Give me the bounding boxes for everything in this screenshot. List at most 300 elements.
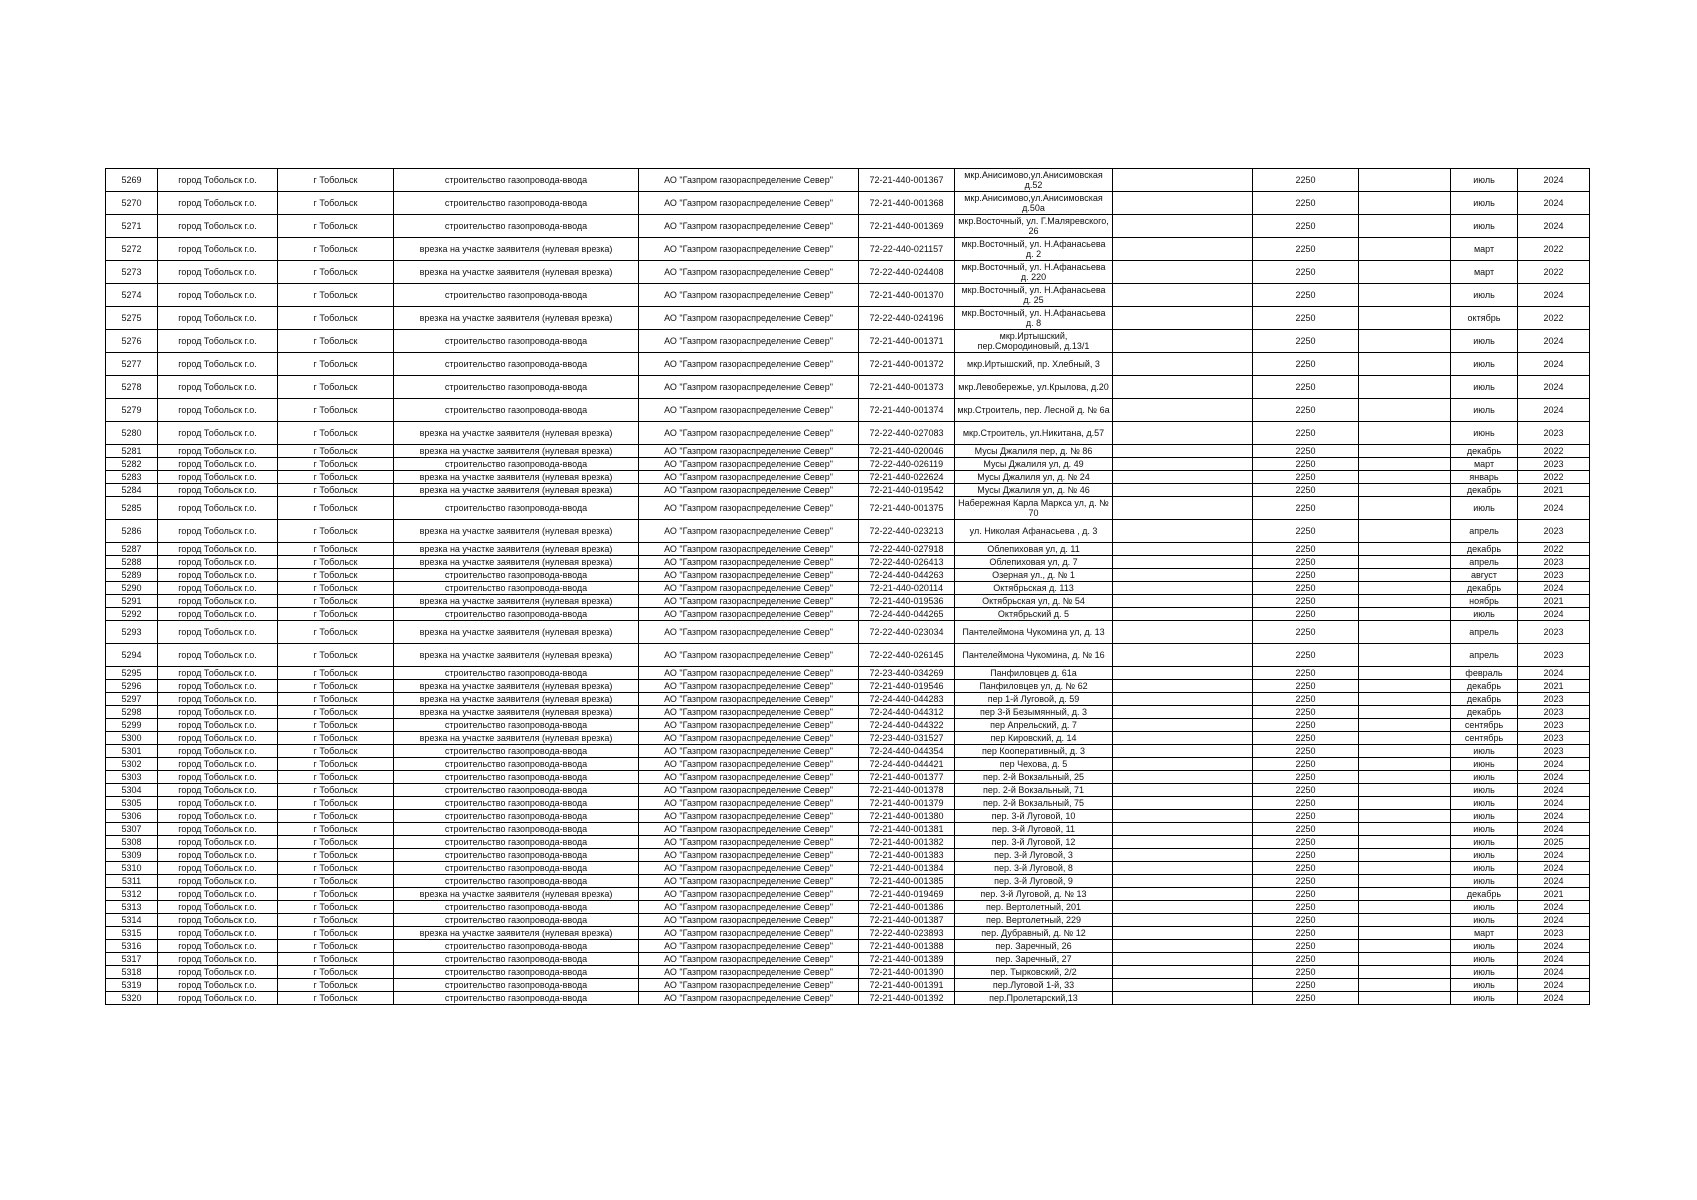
year-cell: 2022 xyxy=(1518,543,1590,556)
year-cell: 2023 xyxy=(1518,621,1590,644)
work-type-cell: строительство газопровода-ввода xyxy=(394,169,639,192)
municipality-cell: город Тобольск г.о. xyxy=(158,979,278,992)
table-row xyxy=(106,771,1590,784)
city-cell: г Тобольск xyxy=(278,445,394,458)
organization-cell: АО "Газпром газораспределение Север" xyxy=(639,215,859,238)
address-cell: Облепиховая ул, д. 11 xyxy=(955,543,1113,556)
empty-cell xyxy=(1359,823,1451,836)
organization-cell: АО "Газпром газораспределение Север" xyxy=(639,353,859,376)
empty-cell xyxy=(1359,520,1451,543)
code-cell: 72-22-440-026413 xyxy=(859,556,955,569)
work-type-cell: строительство газопровода-ввода xyxy=(394,862,639,875)
code-cell: 72-23-440-031527 xyxy=(859,732,955,745)
month-cell: декабрь xyxy=(1451,543,1518,556)
organization-cell: АО "Газпром газораспределение Север" xyxy=(639,192,859,215)
municipality-cell: город Тобольск г.о. xyxy=(158,330,278,353)
table-row xyxy=(106,706,1590,719)
city-cell: г Тобольск xyxy=(278,307,394,330)
work-type-cell: строительство газопровода-ввода xyxy=(394,836,639,849)
city-cell: г Тобольск xyxy=(278,582,394,595)
year-cell: 2023 xyxy=(1518,745,1590,758)
year-cell: 2023 xyxy=(1518,422,1590,445)
address-cell: пер. 3-й Луговой, 12 xyxy=(955,836,1113,849)
amount-cell: 2250 xyxy=(1253,693,1359,706)
organization-cell: АО "Газпром газораспределение Север" xyxy=(639,953,859,966)
empty-cell xyxy=(1359,680,1451,693)
address-cell: пер Кировский, д. 14 xyxy=(955,732,1113,745)
organization-cell: АО "Газпром газораспределение Север" xyxy=(639,862,859,875)
organization-cell: АО "Газпром газораспределение Север" xyxy=(639,810,859,823)
city-cell: г Тобольск xyxy=(278,953,394,966)
table-row xyxy=(106,621,1590,644)
address-cell: мкр.Восточный, ул. Н.Афанасьева д. 25 xyxy=(955,284,1113,307)
address-cell: пер. Заречный, 27 xyxy=(955,953,1113,966)
organization-cell: АО "Газпром газораспределение Север" xyxy=(639,823,859,836)
code-cell: 72-23-440-034269 xyxy=(859,667,955,680)
municipality-cell: город Тобольск г.о. xyxy=(158,520,278,543)
amount-cell: 2250 xyxy=(1253,797,1359,810)
month-cell: июль xyxy=(1451,215,1518,238)
table-row xyxy=(106,556,1590,569)
municipality-cell: город Тобольск г.о. xyxy=(158,399,278,422)
code-cell: 72-21-440-001389 xyxy=(859,953,955,966)
code-cell: 72-21-440-001375 xyxy=(859,497,955,520)
year-cell: 2024 xyxy=(1518,953,1590,966)
amount-cell: 2250 xyxy=(1253,862,1359,875)
empty-cell xyxy=(1113,979,1253,992)
work-type-cell: врезка на участке заявителя (нулевая врезка) xyxy=(394,732,639,745)
amount-cell: 2250 xyxy=(1253,608,1359,621)
address-cell: пер. 3-й Луговой, 8 xyxy=(955,862,1113,875)
address-cell: Панфиловцев ул, д. № 62 xyxy=(955,680,1113,693)
address-cell: Мусы Джалиля ул, д. 49 xyxy=(955,458,1113,471)
code-cell: 72-21-440-001391 xyxy=(859,979,955,992)
year-cell: 2023 xyxy=(1518,644,1590,667)
row-number-cell: 5315 xyxy=(106,927,158,940)
row-number-cell: 5305 xyxy=(106,797,158,810)
address-cell: пер. 3-й Луговой, д. № 13 xyxy=(955,888,1113,901)
table-row xyxy=(106,888,1590,901)
empty-cell xyxy=(1113,914,1253,927)
organization-cell: АО "Газпром газораспределение Север" xyxy=(639,758,859,771)
organization-cell: АО "Газпром газораспределение Север" xyxy=(639,169,859,192)
work-type-cell: строительство газопровода-ввода xyxy=(394,667,639,680)
year-cell: 2024 xyxy=(1518,849,1590,862)
code-cell: 72-21-440-001381 xyxy=(859,823,955,836)
organization-cell: АО "Газпром газораспределение Север" xyxy=(639,914,859,927)
gas-connection-table xyxy=(105,168,1590,1005)
municipality-cell: город Тобольск г.о. xyxy=(158,169,278,192)
city-cell: г Тобольск xyxy=(278,849,394,862)
organization-cell: АО "Газпром газораспределение Север" xyxy=(639,330,859,353)
row-number-cell: 5278 xyxy=(106,376,158,399)
amount-cell: 2250 xyxy=(1253,169,1359,192)
city-cell: г Тобольск xyxy=(278,458,394,471)
address-cell: мкр.Иртышский, пр. Хлебный, 3 xyxy=(955,353,1113,376)
amount-cell: 2250 xyxy=(1253,810,1359,823)
code-cell: 72-24-440-044263 xyxy=(859,569,955,582)
municipality-cell: город Тобольск г.о. xyxy=(158,192,278,215)
empty-cell xyxy=(1113,745,1253,758)
empty-cell xyxy=(1113,953,1253,966)
row-number-cell: 5277 xyxy=(106,353,158,376)
work-type-cell: врезка на участке заявителя (нулевая врезка) xyxy=(394,543,639,556)
address-cell: мкр.Восточный, ул. Г.Малярeвского, 26 xyxy=(955,215,1113,238)
year-cell: 2024 xyxy=(1518,810,1590,823)
empty-cell xyxy=(1359,810,1451,823)
amount-cell: 2250 xyxy=(1253,569,1359,582)
month-cell: декабрь xyxy=(1451,693,1518,706)
empty-cell xyxy=(1359,644,1451,667)
row-number-cell: 5281 xyxy=(106,445,158,458)
code-cell: 72-21-440-001387 xyxy=(859,914,955,927)
row-number-cell: 5288 xyxy=(106,556,158,569)
empty-cell xyxy=(1359,484,1451,497)
code-cell: 72-21-440-001370 xyxy=(859,284,955,307)
work-type-cell: строительство газопровода-ввода xyxy=(394,458,639,471)
amount-cell: 2250 xyxy=(1253,875,1359,888)
month-cell: январь xyxy=(1451,471,1518,484)
empty-cell xyxy=(1359,215,1451,238)
address-cell: Мусы Джалиля пер, д. № 86 xyxy=(955,445,1113,458)
city-cell: г Тобольск xyxy=(278,595,394,608)
amount-cell: 2250 xyxy=(1253,582,1359,595)
empty-cell xyxy=(1113,836,1253,849)
organization-cell: АО "Газпром газораспределение Север" xyxy=(639,875,859,888)
organization-cell: АО "Газпром газораспределение Север" xyxy=(639,238,859,261)
row-number-cell: 5285 xyxy=(106,497,158,520)
work-type-cell: строительство газопровода-ввода xyxy=(394,901,639,914)
municipality-cell: город Тобольск г.о. xyxy=(158,284,278,307)
code-cell: 72-21-440-001392 xyxy=(859,992,955,1005)
year-cell: 2024 xyxy=(1518,608,1590,621)
municipality-cell: город Тобольск г.о. xyxy=(158,353,278,376)
code-cell: 72-22-440-023034 xyxy=(859,621,955,644)
municipality-cell: город Тобольск г.о. xyxy=(158,797,278,810)
address-cell: мкр.Анисимово,ул.Анисимовская д.52 xyxy=(955,169,1113,192)
work-type-cell: строительство газопровода-ввода xyxy=(394,979,639,992)
amount-cell: 2250 xyxy=(1253,771,1359,784)
month-cell: июль xyxy=(1451,849,1518,862)
year-cell: 2023 xyxy=(1518,732,1590,745)
organization-cell: АО "Газпром газораспределение Север" xyxy=(639,966,859,979)
code-cell: 72-21-440-019546 xyxy=(859,680,955,693)
municipality-cell: город Тобольск г.о. xyxy=(158,875,278,888)
address-cell: пер Кооперативный, д. 3 xyxy=(955,745,1113,758)
table-row xyxy=(106,693,1590,706)
row-number-cell: 5301 xyxy=(106,745,158,758)
month-cell: июль xyxy=(1451,399,1518,422)
table-row xyxy=(106,238,1590,261)
city-cell: г Тобольск xyxy=(278,693,394,706)
address-cell: ул. Николая Афанасьева , д. 3 xyxy=(955,520,1113,543)
amount-cell: 2250 xyxy=(1253,953,1359,966)
code-cell: 72-21-440-001388 xyxy=(859,940,955,953)
address-cell: мкр.Восточный, ул. Н.Афанасьева д. 8 xyxy=(955,307,1113,330)
city-cell: г Тобольск xyxy=(278,621,394,644)
table-row xyxy=(106,719,1590,732)
month-cell: декабрь xyxy=(1451,680,1518,693)
month-cell: апрель xyxy=(1451,520,1518,543)
amount-cell: 2250 xyxy=(1253,307,1359,330)
address-cell: пер. Заречный, 26 xyxy=(955,940,1113,953)
municipality-cell: город Тобольск г.о. xyxy=(158,849,278,862)
code-cell: 72-21-440-001377 xyxy=(859,771,955,784)
empty-cell xyxy=(1359,621,1451,644)
city-cell: г Тобольск xyxy=(278,261,394,284)
work-type-cell: врезка на участке заявителя (нулевая врезка) xyxy=(394,422,639,445)
year-cell: 2024 xyxy=(1518,284,1590,307)
code-cell: 72-21-440-019536 xyxy=(859,595,955,608)
row-number-cell: 5313 xyxy=(106,901,158,914)
empty-cell xyxy=(1359,353,1451,376)
table-row xyxy=(106,797,1590,810)
month-cell: август xyxy=(1451,569,1518,582)
organization-cell: АО "Газпром газораспределение Север" xyxy=(639,797,859,810)
amount-cell: 2250 xyxy=(1253,556,1359,569)
organization-cell: АО "Газпром газораспределение Север" xyxy=(639,543,859,556)
code-cell: 72-24-440-044312 xyxy=(859,706,955,719)
empty-cell xyxy=(1359,582,1451,595)
city-cell: г Тобольск xyxy=(278,215,394,238)
code-cell: 72-22-440-023213 xyxy=(859,520,955,543)
row-number-cell: 5273 xyxy=(106,261,158,284)
row-number-cell: 5286 xyxy=(106,520,158,543)
row-number-cell: 5270 xyxy=(106,192,158,215)
amount-cell: 2250 xyxy=(1253,992,1359,1005)
code-cell: 72-24-440-044354 xyxy=(859,745,955,758)
organization-cell: АО "Газпром газораспределение Север" xyxy=(639,940,859,953)
address-cell: Мусы Джалиля ул, д. № 24 xyxy=(955,471,1113,484)
work-type-cell: строительство газопровода-ввода xyxy=(394,875,639,888)
table-row xyxy=(106,353,1590,376)
empty-cell xyxy=(1359,376,1451,399)
year-cell: 2023 xyxy=(1518,556,1590,569)
table-row xyxy=(106,758,1590,771)
city-cell: г Тобольск xyxy=(278,836,394,849)
work-type-cell: строительство газопровода-ввода xyxy=(394,953,639,966)
code-cell: 72-21-440-001372 xyxy=(859,353,955,376)
municipality-cell: город Тобольск г.о. xyxy=(158,422,278,445)
row-number-cell: 5287 xyxy=(106,543,158,556)
municipality-cell: город Тобольск г.о. xyxy=(158,569,278,582)
amount-cell: 2250 xyxy=(1253,966,1359,979)
work-type-cell: строительство газопровода-ввода xyxy=(394,608,639,621)
empty-cell xyxy=(1113,192,1253,215)
month-cell: июль xyxy=(1451,497,1518,520)
address-cell: Облепиховая ул, д. 7 xyxy=(955,556,1113,569)
city-cell: г Тобольск xyxy=(278,901,394,914)
row-number-cell: 5317 xyxy=(106,953,158,966)
organization-cell: АО "Газпром газораспределение Север" xyxy=(639,901,859,914)
work-type-cell: строительство газопровода-ввода xyxy=(394,497,639,520)
code-cell: 72-21-440-001374 xyxy=(859,399,955,422)
city-cell: г Тобольск xyxy=(278,992,394,1005)
amount-cell: 2250 xyxy=(1253,353,1359,376)
row-number-cell: 5282 xyxy=(106,458,158,471)
empty-cell xyxy=(1113,784,1253,797)
table-row xyxy=(106,261,1590,284)
empty-cell xyxy=(1359,914,1451,927)
year-cell: 2024 xyxy=(1518,875,1590,888)
empty-cell xyxy=(1359,745,1451,758)
empty-cell xyxy=(1113,399,1253,422)
empty-cell xyxy=(1359,875,1451,888)
work-type-cell: врезка на участке заявителя (нулевая врезка) xyxy=(394,706,639,719)
amount-cell: 2250 xyxy=(1253,484,1359,497)
work-type-cell: врезка на участке заявителя (нулевая врезка) xyxy=(394,621,639,644)
row-number-cell: 5296 xyxy=(106,680,158,693)
municipality-cell: город Тобольск г.о. xyxy=(158,215,278,238)
empty-cell xyxy=(1359,888,1451,901)
row-number-cell: 5306 xyxy=(106,810,158,823)
organization-cell: АО "Газпром газораспределение Север" xyxy=(639,471,859,484)
code-cell: 72-21-440-020046 xyxy=(859,445,955,458)
address-cell: Октябрьская ул, д. № 54 xyxy=(955,595,1113,608)
row-number-cell: 5302 xyxy=(106,758,158,771)
work-type-cell: строительство газопровода-ввода xyxy=(394,771,639,784)
city-cell: г Тобольск xyxy=(278,888,394,901)
row-number-cell: 5272 xyxy=(106,238,158,261)
code-cell: 72-21-440-001385 xyxy=(859,875,955,888)
municipality-cell: город Тобольск г.о. xyxy=(158,758,278,771)
municipality-cell: город Тобольск г.о. xyxy=(158,901,278,914)
table-row xyxy=(106,810,1590,823)
municipality-cell: город Тобольск г.о. xyxy=(158,888,278,901)
code-cell: 72-22-440-024196 xyxy=(859,307,955,330)
year-cell: 2024 xyxy=(1518,966,1590,979)
empty-cell xyxy=(1113,497,1253,520)
empty-cell xyxy=(1113,556,1253,569)
empty-cell xyxy=(1113,471,1253,484)
row-number-cell: 5293 xyxy=(106,621,158,644)
amount-cell: 2250 xyxy=(1253,784,1359,797)
table-row xyxy=(106,399,1590,422)
table-row xyxy=(106,458,1590,471)
empty-cell xyxy=(1113,353,1253,376)
organization-cell: АО "Газпром газораспределение Север" xyxy=(639,445,859,458)
table-row xyxy=(106,471,1590,484)
address-cell: пер. 3-й Луговой, 9 xyxy=(955,875,1113,888)
code-cell: 72-21-440-001369 xyxy=(859,215,955,238)
address-cell: Пантелеймона Чукомина ул, д. 13 xyxy=(955,621,1113,644)
work-type-cell: строительство газопровода-ввода xyxy=(394,569,639,582)
municipality-cell: город Тобольск г.о. xyxy=(158,497,278,520)
address-cell: Набережная Карла Маркса ул, д. № 70 xyxy=(955,497,1113,520)
city-cell: г Тобольск xyxy=(278,745,394,758)
city-cell: г Тобольск xyxy=(278,330,394,353)
empty-cell xyxy=(1359,445,1451,458)
code-cell: 72-21-440-001371 xyxy=(859,330,955,353)
table-row xyxy=(106,680,1590,693)
work-type-cell: врезка на участке заявителя (нулевая врезка) xyxy=(394,445,639,458)
city-cell: г Тобольск xyxy=(278,862,394,875)
organization-cell: АО "Газпром газораспределение Север" xyxy=(639,680,859,693)
work-type-cell: врезка на участке заявителя (нулевая врезка) xyxy=(394,680,639,693)
table-row xyxy=(106,966,1590,979)
empty-cell xyxy=(1359,992,1451,1005)
table-row xyxy=(106,445,1590,458)
amount-cell: 2250 xyxy=(1253,215,1359,238)
city-cell: г Тобольск xyxy=(278,608,394,621)
city-cell: г Тобольск xyxy=(278,927,394,940)
row-number-cell: 5312 xyxy=(106,888,158,901)
municipality-cell: город Тобольск г.о. xyxy=(158,621,278,644)
year-cell: 2023 xyxy=(1518,520,1590,543)
address-cell: мкр.Восточный, ул. Н.Афанасьева д. 220 xyxy=(955,261,1113,284)
month-cell: февраль xyxy=(1451,667,1518,680)
municipality-cell: город Тобольск г.о. xyxy=(158,543,278,556)
month-cell: июль xyxy=(1451,862,1518,875)
address-cell: мкр.Строитель, пер. Лесной д. № 6а xyxy=(955,399,1113,422)
month-cell: июль xyxy=(1451,376,1518,399)
organization-cell: АО "Газпром газораспределение Север" xyxy=(639,608,859,621)
year-cell: 2024 xyxy=(1518,353,1590,376)
work-type-cell: строительство газопровода-ввода xyxy=(394,215,639,238)
code-cell: 72-22-440-027083 xyxy=(859,422,955,445)
city-cell: г Тобольск xyxy=(278,875,394,888)
address-cell: Мусы Джалиля ул, д. № 46 xyxy=(955,484,1113,497)
table-row xyxy=(106,582,1590,595)
address-cell: мкр.Левобережье, ул.Крылова, д.20 xyxy=(955,376,1113,399)
row-number-cell: 5310 xyxy=(106,862,158,875)
table-row xyxy=(106,169,1590,192)
municipality-cell: город Тобольск г.о. xyxy=(158,608,278,621)
empty-cell xyxy=(1359,693,1451,706)
address-cell: Пантелеймона Чукомина, д. № 16 xyxy=(955,644,1113,667)
table-row xyxy=(106,484,1590,497)
code-cell: 72-21-440-001368 xyxy=(859,192,955,215)
amount-cell: 2250 xyxy=(1253,261,1359,284)
year-cell: 2025 xyxy=(1518,836,1590,849)
row-number-cell: 5300 xyxy=(106,732,158,745)
city-cell: г Тобольск xyxy=(278,238,394,261)
work-type-cell: строительство газопровода-ввода xyxy=(394,784,639,797)
year-cell: 2024 xyxy=(1518,667,1590,680)
organization-cell: АО "Газпром газораспределение Север" xyxy=(639,706,859,719)
municipality-cell: город Тобольск г.о. xyxy=(158,595,278,608)
address-cell: пер 3-й Безымянный, д. 3 xyxy=(955,706,1113,719)
code-cell: 72-21-440-001383 xyxy=(859,849,955,862)
code-cell: 72-21-440-001384 xyxy=(859,862,955,875)
row-number-cell: 5283 xyxy=(106,471,158,484)
year-cell: 2024 xyxy=(1518,784,1590,797)
address-cell: Октябрьская д. 113 xyxy=(955,582,1113,595)
year-cell: 2023 xyxy=(1518,693,1590,706)
month-cell: июль xyxy=(1451,353,1518,376)
empty-cell xyxy=(1359,758,1451,771)
table-row xyxy=(106,569,1590,582)
organization-cell: АО "Газпром газораспределение Север" xyxy=(639,732,859,745)
month-cell: декабрь xyxy=(1451,484,1518,497)
organization-cell: АО "Газпром газораспределение Север" xyxy=(639,979,859,992)
empty-cell xyxy=(1113,927,1253,940)
city-cell: г Тобольск xyxy=(278,823,394,836)
empty-cell xyxy=(1359,399,1451,422)
code-cell: 72-21-440-001378 xyxy=(859,784,955,797)
year-cell: 2022 xyxy=(1518,471,1590,484)
row-number-cell: 5319 xyxy=(106,979,158,992)
organization-cell: АО "Газпром газораспределение Север" xyxy=(639,556,859,569)
organization-cell: АО "Газпром газораспределение Север" xyxy=(639,458,859,471)
row-number-cell: 5303 xyxy=(106,771,158,784)
year-cell: 2023 xyxy=(1518,458,1590,471)
month-cell: декабрь xyxy=(1451,582,1518,595)
year-cell: 2024 xyxy=(1518,823,1590,836)
code-cell: 72-21-440-020114 xyxy=(859,582,955,595)
address-cell: Панфиловцев д. 61а xyxy=(955,667,1113,680)
empty-cell xyxy=(1359,261,1451,284)
